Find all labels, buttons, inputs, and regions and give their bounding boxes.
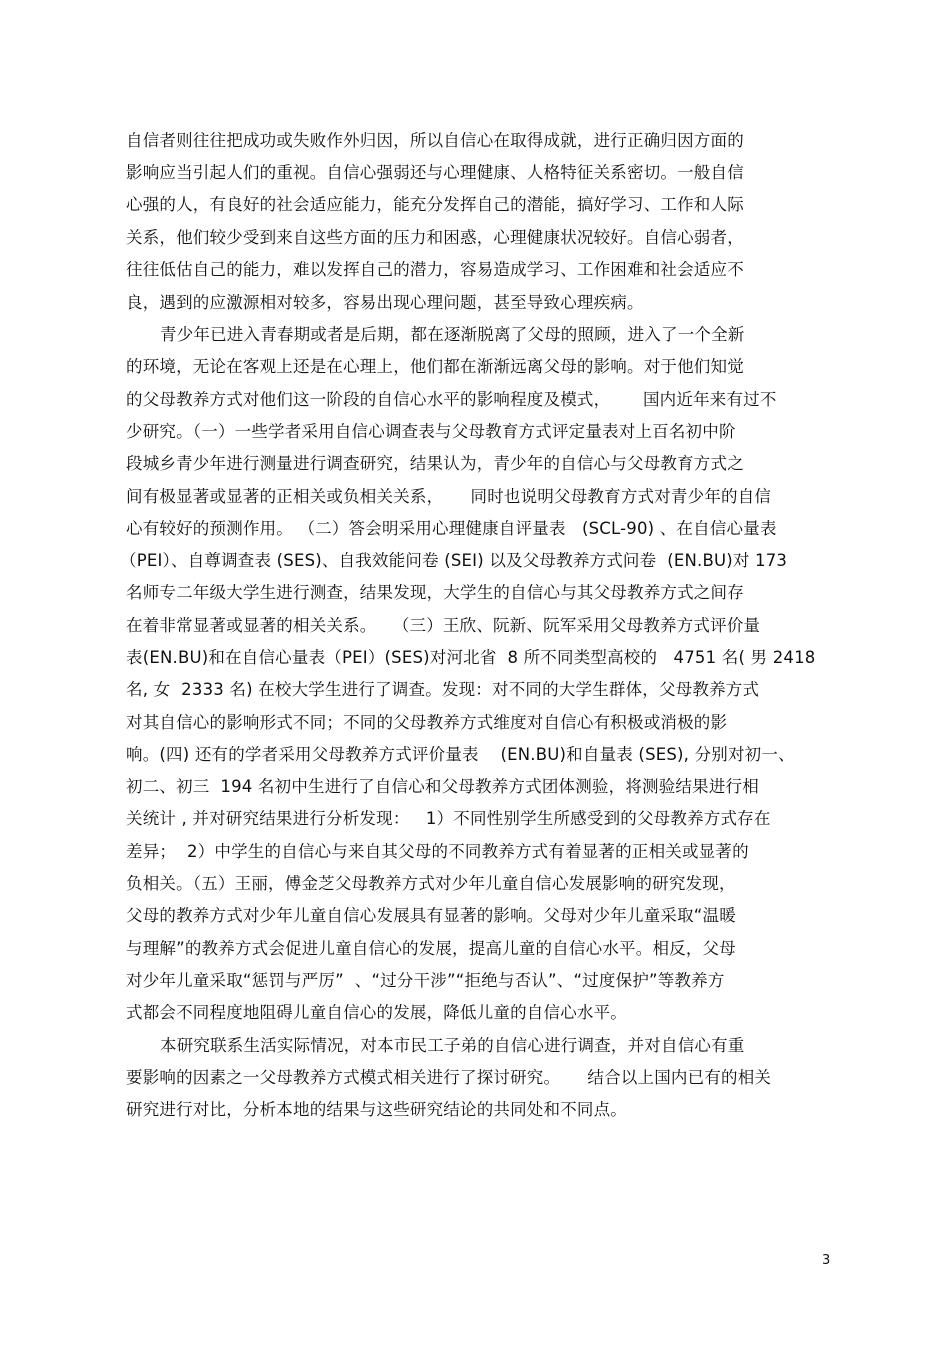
text-line: 心强的人，有良好的社会适应能力，能充分发挥自己的潜能，搞好学习、工作和人际 bbox=[126, 195, 744, 214]
text-line: 往往低估自己的能力，难以发挥自己的潜力，容易造成学习、工作困难和社会适应不 bbox=[126, 260, 744, 279]
text-line: 自信者则往往把成功或失败作外归因，所以自信心在取得成就，进行正确归因方面的 bbox=[126, 131, 744, 150]
text-line: 关系，他们较少受到来自这些方面的压力和困惑，心理健康状况较好。自信心弱者， bbox=[126, 228, 744, 247]
text-line: 要影响的因素之一父母教养方式模式相关进行了探讨研究。 结合以上国内已有的相关 bbox=[126, 1068, 772, 1087]
text-line: 差异； 2）中学生的自信心与来自其父母的不同教养方式有着显著的正相关或显著的 bbox=[126, 842, 749, 861]
text-line: 少研究。（一）一些学者采用自信心调查表与父母教育方式评定量表对上百名初中阶 bbox=[126, 422, 736, 441]
text-line: 心有较好的预测作用。 （二）答会明采用心理健康自评量表 (SCL-90) 、在自信心量表 bbox=[126, 519, 777, 538]
text-line: 响。(四) 还有的学者采用父母教养方式评价量表 (EN.BU)和自量表 (SES), 分别对初一、 bbox=[126, 745, 795, 764]
text-line: 影响应当引起人们的重视。自信心强弱还与心理健康、人格特征关系密切。一般自信 bbox=[126, 163, 744, 182]
text-line: 初二、初三 194 名初中生进行了自信心和父母教养方式团体测验，将测验结果进行相 bbox=[126, 777, 759, 796]
text-line: 式都会不同程度地阻碍儿童自信心的发展，降低儿童的自信心水平。 bbox=[126, 1003, 627, 1022]
text-line: 间有极显著或显著的正相关或负相关关系， 同时也说明父母教育方式对青少年的自信 bbox=[126, 487, 772, 506]
text-line: （PEI）、自尊调查表 (SES)、自我效能问卷 (SEI) 以及父母教养方式问卷 (EN.BU)对 173 bbox=[120, 551, 788, 570]
text-line: 关统计 , 并对研究结果进行分析发现： 1）不同性别学生所感受到的父母教养方式存在 bbox=[126, 809, 771, 828]
text-line: 本研究联系生活实际情况，对本市民工子弟的自信心进行调查，并对自信心有重 bbox=[160, 1036, 745, 1055]
text-line: 表(EN.BU)和在自信心量表（PEI）(SES)对河北省 8 所不同类型高校的 4751 名( 男 2418 bbox=[126, 648, 816, 667]
text-line: 青少年已进入青春期或者是后期，都在逐渐脱离了父母的照顾，进入了一个全新 bbox=[160, 325, 745, 344]
text-line: 的环境，无论在客观上还是在心理上，他们都在渐渐远离父母的影响。对于他们知觉 bbox=[126, 357, 744, 376]
text-line: 负相关。（五）王丽，傅金芝父母教养方式对少年儿童自信心发展影响的研究发现， bbox=[126, 874, 736, 893]
text-line: 研究进行对比，分析本地的结果与这些研究结论的共同处和不同点。 bbox=[126, 1100, 627, 1119]
text-line: 段城乡青少年进行测量进行调查研究，结果认为，青少年的自信心与父母教育方式之 bbox=[126, 454, 744, 473]
text-line: 与理解”的教养方式会促进儿童自信心的发展，提高儿童的自信心水平。相反，父母 bbox=[126, 939, 736, 958]
text-line: 父母的教养方式对少年儿童自信心发展具有显著的影响。父母对少年儿童采取“温暖 bbox=[126, 906, 736, 925]
text-line: 良，遇到的应激源相对较多，容易出现心理问题，甚至导致心理疾病。 bbox=[126, 293, 644, 312]
text-line: 名师专二年级大学生进行测查，结果发现，大学生的自信心与其父母教养方式之间存 bbox=[126, 583, 744, 602]
text-line: 名, 女 2333 名) 在校大学生进行了调查。发现：对不同的大学生群体，父母教养方式 bbox=[126, 680, 760, 699]
page-number: 3 bbox=[822, 1253, 831, 1268]
text-line: 对其自信心的影响形式不同；不同的父母教养方式维度对自信心有积极或消极的影 bbox=[126, 713, 728, 732]
text-line: 对少年儿童采取“惩罚与严厉” 、“过分干涉”“拒绝与否认”、“过度保护”等教养方 bbox=[126, 971, 725, 990]
text-line: 在着非常显著或显著的相关关系。 （三）王欣、阮新、阮军采用父母教养方式评价量 bbox=[126, 616, 761, 635]
text-line: 的父母教养方式对他们这一阶段的自信心水平的影响程度及模式， 国内近年来有过不 bbox=[126, 390, 777, 409]
